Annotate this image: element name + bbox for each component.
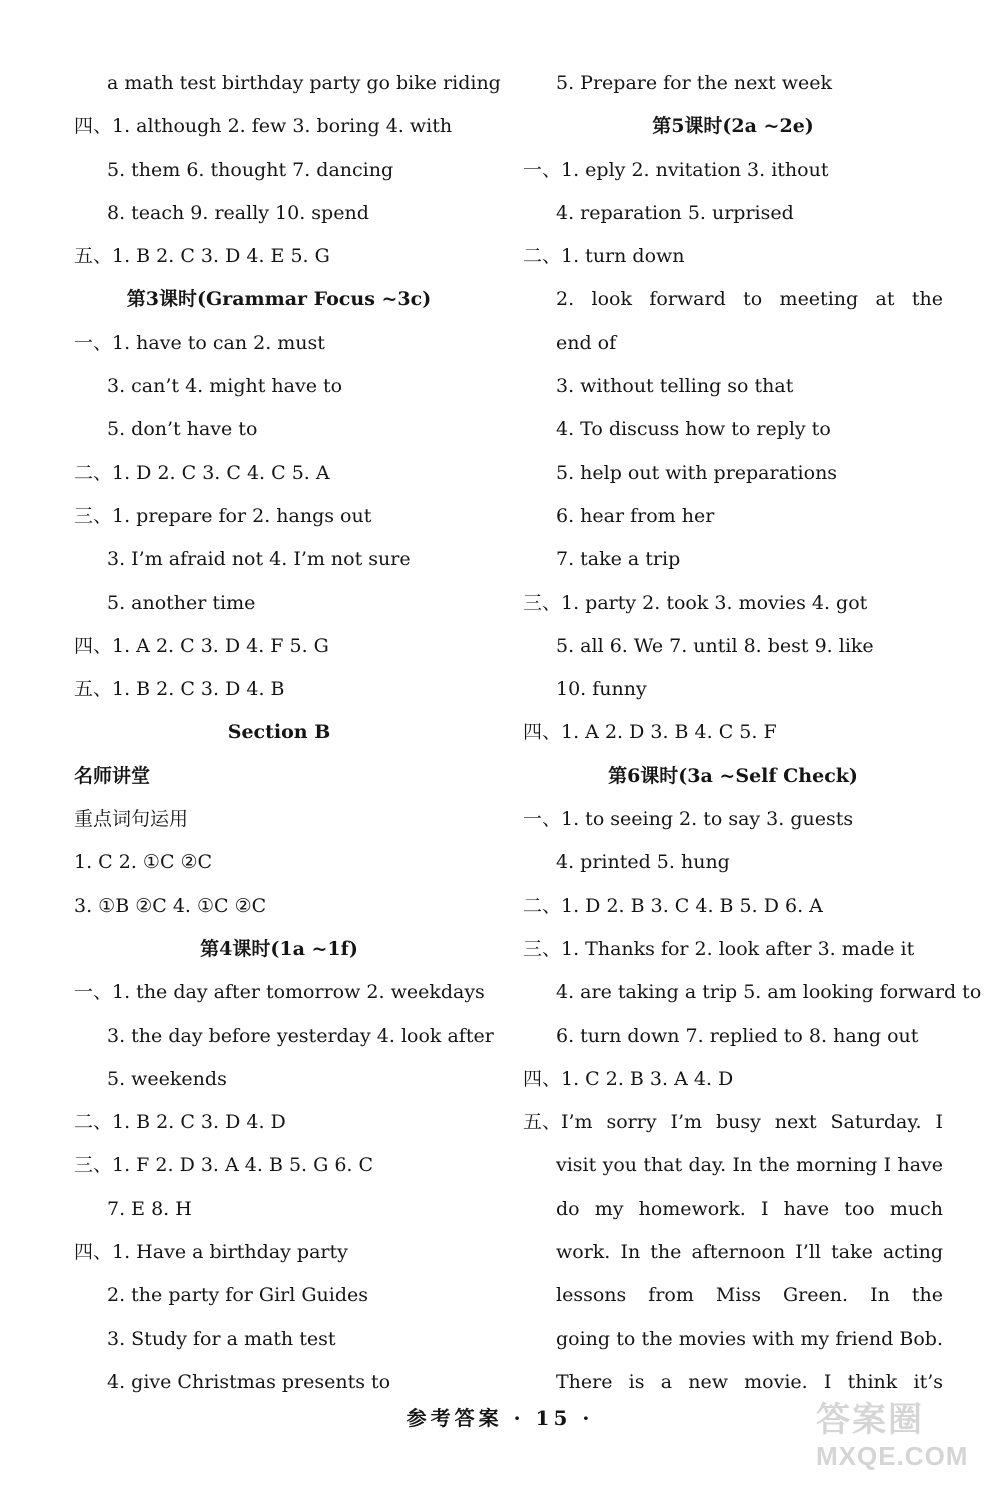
- answer-text: 1. have to can 2. must: [112, 331, 325, 354]
- answer-text: 3. Study for a math test: [107, 1327, 336, 1350]
- answer-line: [74, 192, 484, 235]
- item-number: 四、: [74, 634, 113, 657]
- item-number: 三、: [74, 1154, 113, 1177]
- answer-line: [523, 278, 943, 321]
- answer-text: 第5课时(2a ~2e): [652, 115, 814, 138]
- answer-line: [74, 841, 484, 884]
- item-number: 一、: [523, 158, 562, 181]
- answer-text: a math test birthday party go bike riding: [107, 72, 501, 94]
- answer-line: [523, 625, 943, 668]
- answer-line: [523, 322, 943, 365]
- answer-line: [523, 582, 943, 625]
- answer-line: [523, 62, 943, 105]
- answer-line: [74, 105, 484, 148]
- answer-text: 1. the day after tomorrow 2. weekdays: [112, 981, 485, 1004]
- page-footer: 参考答案 · 15 ·: [406, 1406, 594, 1430]
- answer-line: [74, 798, 484, 841]
- watermark-bottom-text: MXQE.COM: [816, 1441, 969, 1471]
- answer-text: 5. weekends: [107, 1067, 227, 1090]
- answer-text: 3. without telling so that: [556, 375, 794, 398]
- section-heading: [74, 711, 484, 754]
- answer-line: [523, 711, 943, 754]
- answer-line: [74, 1101, 484, 1144]
- answer-line: [523, 1274, 943, 1317]
- answer-line: [74, 1188, 484, 1231]
- item-number: 二、: [523, 894, 562, 917]
- answer-line: [523, 1231, 943, 1274]
- answer-text: 1. C 2. B 3. A 4. D: [561, 1067, 734, 1090]
- answer-text: end of: [556, 331, 617, 354]
- answer-text: Section B: [227, 721, 331, 744]
- answer-text: I’m sorry I’m busy next Saturday. I: [561, 1111, 943, 1134]
- item-number: 五、: [523, 1111, 562, 1134]
- answer-line: [523, 885, 943, 928]
- answer-text: 8. teach 9. really 10. spend: [107, 201, 369, 224]
- answer-line: [74, 971, 484, 1014]
- answer-line: [523, 1101, 943, 1144]
- answer-text: 1. C 2. ①C ②C: [74, 851, 213, 874]
- answer-line: [74, 1274, 484, 1317]
- answer-text: 1. to seeing 2. to say 3. guests: [561, 808, 854, 831]
- answer-text: 6. hear from her: [556, 504, 715, 527]
- answer-text: work. In the afternoon I’ll take acting: [556, 1241, 943, 1264]
- answer-text: 1. B 2. C 3. D 4. E 5. G: [112, 245, 330, 268]
- answer-text: 2. look forward to meeting at the: [556, 288, 943, 311]
- answer-text: 重点词句运用: [74, 808, 189, 831]
- answer-text: 1. F 2. D 3. A 4. B 5. G 6. C: [112, 1154, 374, 1177]
- answer-text: 4. printed 5. hung: [556, 851, 730, 874]
- item-number: 四、: [523, 721, 562, 744]
- answer-line: [523, 149, 943, 192]
- answer-line: [523, 495, 943, 538]
- answer-line: [74, 1058, 484, 1101]
- section-heading: [523, 755, 943, 798]
- item-number: 四、: [523, 1067, 562, 1090]
- item-number: 四、: [74, 115, 113, 138]
- item-number: 一、: [74, 331, 113, 354]
- answer-line: [74, 625, 484, 668]
- answer-text: 4. give Christmas presents to: [107, 1370, 391, 1393]
- answer-text: 第3课时(Grammar Focus ~3c): [126, 288, 432, 311]
- answer-text: 3. ①B ②C 4. ①C ②C: [74, 894, 267, 917]
- answer-line: [523, 235, 943, 278]
- item-number: 三、: [523, 937, 562, 960]
- answer-line: [74, 365, 484, 408]
- answer-line: [74, 62, 501, 105]
- watermark-logo: [816, 1392, 996, 1482]
- answer-line: [74, 1144, 484, 1187]
- answer-line: [74, 1015, 494, 1058]
- answer-line: [74, 668, 484, 711]
- answer-line: [74, 452, 484, 495]
- answer-text: lessons from Miss Green. In the: [556, 1284, 943, 1307]
- answer-text: 5. another time: [107, 591, 256, 614]
- answer-text: 1. party 2. took 3. movies 4. got: [561, 591, 868, 614]
- answer-text: 第6课时(3a ~Self Check): [608, 764, 858, 787]
- answer-line: [74, 1318, 484, 1361]
- answer-text: 10. funny: [556, 678, 647, 701]
- answer-text: 1. D 2. B 3. C 4. B 5. D 6. A: [561, 894, 823, 917]
- watermark-top-text: 答案圈: [816, 1400, 924, 1440]
- answer-text: 1. Have a birthday party: [112, 1241, 348, 1264]
- answer-text: 1. prepare for 2. hangs out: [112, 504, 372, 527]
- answer-text: 3. can’t 4. might have to: [107, 375, 343, 398]
- answer-text: 5. all 6. We 7. until 8. best 9. like: [556, 634, 874, 657]
- answer-text: 4. are taking a trip 5. am looking forward to: [556, 981, 982, 1004]
- answer-text: 1. D 2. C 3. C 4. C 5. A: [112, 461, 330, 484]
- answer-line: [523, 452, 943, 495]
- item-number: 一、: [74, 981, 113, 1004]
- section-heading: [74, 278, 484, 321]
- answer-text: 5. don’t have to: [107, 418, 258, 441]
- right-column: [523, 62, 982, 1404]
- answer-line: [523, 841, 943, 884]
- answer-text: 1. B 2. C 3. D 4. B: [112, 678, 285, 701]
- item-number: 三、: [74, 504, 113, 527]
- answer-text: 第4课时(1a ~1f): [200, 937, 358, 960]
- item-number: 五、: [74, 678, 113, 701]
- answer-line: [74, 235, 484, 278]
- answer-text: 4. To discuss how to reply to: [556, 418, 831, 441]
- answer-line: [74, 582, 484, 625]
- answer-line: [523, 1318, 943, 1361]
- item-number: 二、: [74, 1111, 113, 1134]
- answer-line: [523, 668, 943, 711]
- answer-line: [74, 1361, 484, 1404]
- left-column: [74, 62, 501, 1404]
- answer-text: 1. turn down: [561, 245, 685, 268]
- answer-line: [74, 322, 484, 365]
- answer-text: do my homework. I have too much: [556, 1197, 943, 1220]
- answer-text: 1. B 2. C 3. D 4. D: [112, 1111, 286, 1134]
- answer-line: [74, 408, 484, 451]
- answer-line: [523, 408, 943, 451]
- answer-line: [523, 971, 982, 1014]
- item-number: 二、: [523, 245, 562, 268]
- answer-text: 3. I’m afraid not 4. I’m not sure: [107, 548, 411, 571]
- answer-text: 1. Thanks for 2. look after 3. made it: [561, 937, 915, 960]
- answer-text: 4. reparation 5. urprised: [556, 201, 794, 224]
- item-number: 五、: [74, 245, 113, 268]
- item-number: 一、: [523, 808, 562, 831]
- answer-text: visit you that day. In the morning I have: [556, 1154, 943, 1177]
- answer-line: [523, 1015, 943, 1058]
- answer-line: [523, 1188, 943, 1231]
- answer-text: 1. A 2. D 3. B 4. C 5. F: [561, 721, 777, 744]
- answer-text: 1. although 2. few 3. boring 4. with: [112, 115, 453, 138]
- answer-line: [523, 798, 943, 841]
- answer-text: 5. them 6. thought 7. dancing: [107, 158, 394, 181]
- answer-text: 7. E 8. H: [107, 1197, 192, 1220]
- answer-line: [74, 495, 484, 538]
- answer-text: going to the movies with my friend Bob.: [556, 1327, 943, 1350]
- answer-line: [523, 1058, 943, 1101]
- answer-line: [523, 1144, 943, 1187]
- answer-line: [523, 928, 943, 971]
- answer-text: 6. turn down 7. replied to 8. hang out: [556, 1024, 919, 1047]
- answer-line: [74, 149, 484, 192]
- answer-text: 5. Prepare for the next week: [556, 72, 833, 94]
- answer-line: [74, 885, 484, 928]
- answer-text: 7. take a trip: [556, 548, 681, 571]
- section-heading: [523, 105, 943, 148]
- answer-text: 3. the day before yesterday 4. look after: [107, 1024, 494, 1047]
- item-number: 三、: [523, 591, 562, 614]
- answer-text: There is a new movie. I think it’s: [556, 1370, 943, 1393]
- answer-text: 2. the party for Girl Guides: [107, 1284, 368, 1307]
- answer-line: [523, 365, 943, 408]
- answer-line: [74, 1231, 484, 1274]
- answer-text: 1. eply 2. nvitation 3. ithout: [561, 158, 829, 181]
- item-number: 二、: [74, 461, 113, 484]
- answer-text: 名师讲堂: [74, 764, 151, 787]
- answer-text: 1. A 2. C 3. D 4. F 5. G: [112, 634, 329, 657]
- answer-line: [523, 538, 943, 581]
- answer-line: [523, 192, 943, 235]
- answer-line: [74, 538, 484, 581]
- answer-line: [74, 755, 484, 798]
- item-number: 四、: [74, 1241, 113, 1264]
- answer-text: 5. help out with preparations: [556, 461, 838, 484]
- section-heading: [74, 928, 484, 971]
